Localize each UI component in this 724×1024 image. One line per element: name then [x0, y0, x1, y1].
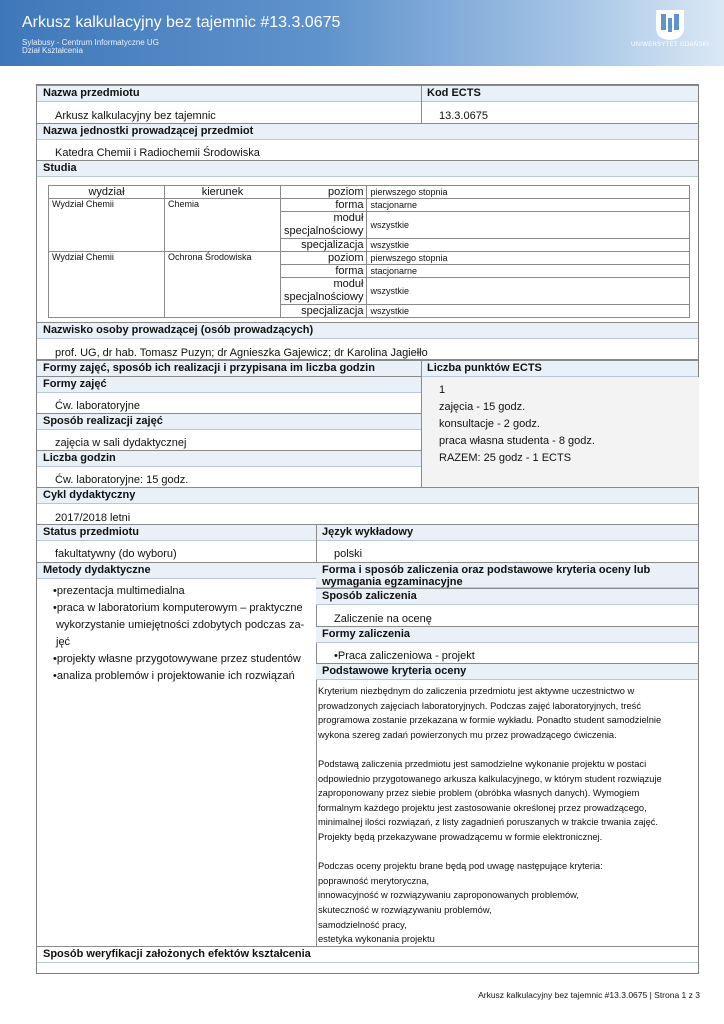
lecturers-header: Nazwisko osoby prowadzącej (osób prowadzących)	[37, 322, 698, 339]
criteria-subheader: Podstawowe kryteria oceny	[316, 663, 698, 680]
assessment-header-line1: Forma i sposób zaliczenia oraz podstawowe kryteria oceny lub	[322, 564, 651, 576]
assessment-method-value: Zaliczenie na ocenę	[334, 613, 432, 625]
ects-points-header: Liczba punktów ECTS	[421, 360, 698, 377]
realization-value: zajęcia w sali dydaktycznej	[55, 437, 187, 449]
header-subtitle: Sylabusy - Centrum Informatyczne UG	[22, 38, 159, 47]
criteria-text	[318, 684, 690, 947]
field-value: Chemia	[165, 199, 281, 252]
module-label-line2: specjalnościowy	[284, 291, 364, 303]
col-field: kierunek	[165, 186, 281, 199]
col-faculty: wydział	[49, 186, 165, 199]
faculty-value: Wydział Chemii	[49, 252, 165, 318]
form-label: forma	[281, 265, 367, 278]
university-logo	[628, 8, 712, 52]
methods-list	[53, 583, 304, 685]
forms-subheader: Formy zajęć	[37, 376, 421, 393]
ects-code-header: Kod ECTS	[421, 85, 698, 102]
criteria-line: wykona szereg zadań powierzonych mu przez prowadzącego ćwiczenia.	[318, 729, 617, 740]
cycle-header: Cykl dydaktyczny	[37, 487, 698, 504]
specialization-value: wszystkie	[367, 239, 690, 252]
language-header: Język wykładowy	[316, 524, 698, 541]
assessment-header-line2: wymagania egzaminacyjne	[322, 576, 463, 588]
criteria-line: estetyka wykonania projektu	[318, 934, 435, 945]
method-item: •praca w laboratorium komputerowym – praktyczne	[53, 602, 303, 614]
divider	[421, 85, 422, 123]
module-label	[281, 212, 367, 239]
criteria-paragraph	[318, 684, 690, 742]
verification-header: Sposób weryfikacji założonych efektów kształcenia	[37, 946, 698, 963]
module-label-line1: moduł	[333, 278, 364, 290]
module-value: wszystkie	[367, 212, 690, 239]
ects-code-value: 13.3.0675	[439, 110, 488, 122]
ects-line: konsultacje - 2 godz.	[439, 418, 540, 430]
method-item-continued: wykorzystanie umiejętności zdobytych podczas za-	[56, 619, 305, 631]
criteria-line: innowacyjność w rozwiązywaniu zaproponowanych problemów,	[318, 890, 579, 901]
language-value: polski	[334, 548, 363, 560]
course-name-value: Arkusz kalkulacyjny bez tajemnic	[55, 110, 216, 122]
form-label: forma	[281, 199, 367, 212]
university-crest-icon	[628, 8, 712, 42]
specialization-label: specjalizacja	[281, 239, 367, 252]
criteria-line: Podczas oceny projektu brane będą pod uwagę następujące kryteria:	[318, 861, 603, 872]
module-label	[281, 278, 367, 305]
university-name: UNIWERSYTET GDAŃSKI	[631, 42, 709, 48]
assessment-header	[316, 562, 698, 588]
page-header	[0, 0, 724, 66]
level-label: poziom	[281, 252, 367, 265]
level-label: poziom	[281, 186, 367, 199]
criteria-line: programowa zostanie przekazana w formie wykładu. Ponadto student samodzielnie	[318, 715, 662, 726]
module-value: wszystkie	[367, 278, 690, 305]
specialization-label: specjalizacja	[281, 305, 367, 318]
criteria-line: odpowiednio przygotowanego arkusza kalkulacyjnego, w którym student rozwiązuje	[318, 773, 662, 784]
ects-line: praca własna studenta - 8 godz.	[439, 435, 595, 447]
method-item: •prezentacja multimedialna	[53, 585, 185, 597]
criteria-line: Podstawą zaliczenia przedmiotu jest samodzielne wykonanie projektu w postaci	[318, 758, 647, 769]
assessment-forms-value: •Praca zaliczeniowa - projekt	[334, 650, 475, 662]
ects-line: RAZEM: 25 godz - 1 ECTS	[439, 452, 572, 464]
methods-header: Metody dydaktyczne	[37, 562, 316, 579]
field-value: Ochrona Środowiska	[165, 252, 281, 318]
specialization-value: wszystkie	[367, 305, 690, 318]
forms-value: Ćw. laboratoryjne	[55, 400, 140, 412]
lecturers-value: prof. UG, dr hab. Tomasz Puzyn; dr Agnieszka Gajewicz; dr Karolina Jagiełło	[55, 347, 428, 359]
method-item-continued: jęć	[56, 636, 71, 648]
class-forms-header: Formy zajęć, sposób ich realizacji i przypisana im liczba godzin	[37, 360, 421, 377]
course-name-header: Nazwa przedmiotu	[37, 85, 421, 102]
module-label-line1: moduł	[333, 212, 364, 224]
module-label-line2: specjalnościowy	[284, 225, 364, 237]
form-value: stacjonarne	[367, 199, 690, 212]
assessment-method-subheader: Sposób zaliczenia	[316, 588, 698, 605]
criteria-line: minimalnej ilości rozwiązań, z listy zagadnień poruszanych w trakcie trwania zajęć.	[318, 817, 658, 828]
faculty-value: Wydział Chemii	[49, 199, 165, 252]
criteria-line: prowadzonych zajęciach laboratoryjnych. Podczas zajęć laboratoryjnych, treść	[318, 700, 641, 711]
ects-points-list	[439, 382, 595, 467]
method-item: •projekty własne przygotowywane przez studentów	[53, 653, 301, 665]
criteria-line: poprawność merytoryczna,	[318, 875, 430, 886]
status-value: fakultatywny (do wyboru)	[55, 548, 177, 560]
form-value: stacjonarne	[367, 265, 690, 278]
criteria-paragraph	[318, 859, 690, 947]
ects-line: zajęcia - 15 godz.	[439, 401, 526, 413]
divider	[421, 360, 422, 487]
studies-table	[48, 185, 690, 318]
criteria-line: Kryterium niezbędnym do zaliczenia przedmiotu jest aktywne uczestnictwo w	[318, 686, 635, 696]
unit-value: Katedra Chemii i Radiochemii Środowiska	[55, 147, 260, 159]
criteria-paragraph	[318, 757, 690, 845]
method-item: •analiza problemów i projektowanie ich rozwiązań	[53, 670, 295, 682]
assessment-forms-subheader: Formy zaliczenia	[316, 626, 698, 643]
criteria-line: zaproponowany przez siebie problem (obróbka własnych danych). Wymogiem	[318, 788, 640, 799]
criteria-line: Projekty będą przekazywane prowadzącemu w formie elektronicznej.	[318, 831, 603, 842]
hours-subheader: Liczba godzin	[37, 450, 421, 467]
studies-header: Studia	[37, 160, 698, 177]
unit-header: Nazwa jednostki prowadzącej przedmiot	[37, 123, 698, 140]
cycle-value: 2017/2018 letni	[55, 512, 131, 524]
level-value: pierwszego stopnia	[367, 186, 690, 199]
level-value: pierwszego stopnia	[367, 252, 690, 265]
criteria-line: samodzielność pracy,	[318, 919, 407, 930]
hours-value: Ćw. laboratoryjne: 15 godz.	[55, 474, 189, 486]
page-footer: Arkusz kalkulacyjny bez tajemnic #13.3.0675 | Strona 1 z 3	[478, 990, 700, 1000]
header-department: Dział Kształcenia	[22, 46, 83, 55]
ects-line: 1	[439, 384, 446, 396]
realization-subheader: Sposób realizacji zajęć	[37, 413, 421, 430]
status-header: Status przedmiotu	[37, 524, 316, 541]
criteria-line: formalnym każdego projektu jest zastosowanie określonej przez prowadzącego,	[318, 802, 647, 813]
document-title: Arkusz kalkulacyjny bez tajemnic #13.3.0675	[22, 14, 341, 31]
criteria-line: skuteczność w rozwiązywaniu problemów,	[318, 904, 492, 915]
